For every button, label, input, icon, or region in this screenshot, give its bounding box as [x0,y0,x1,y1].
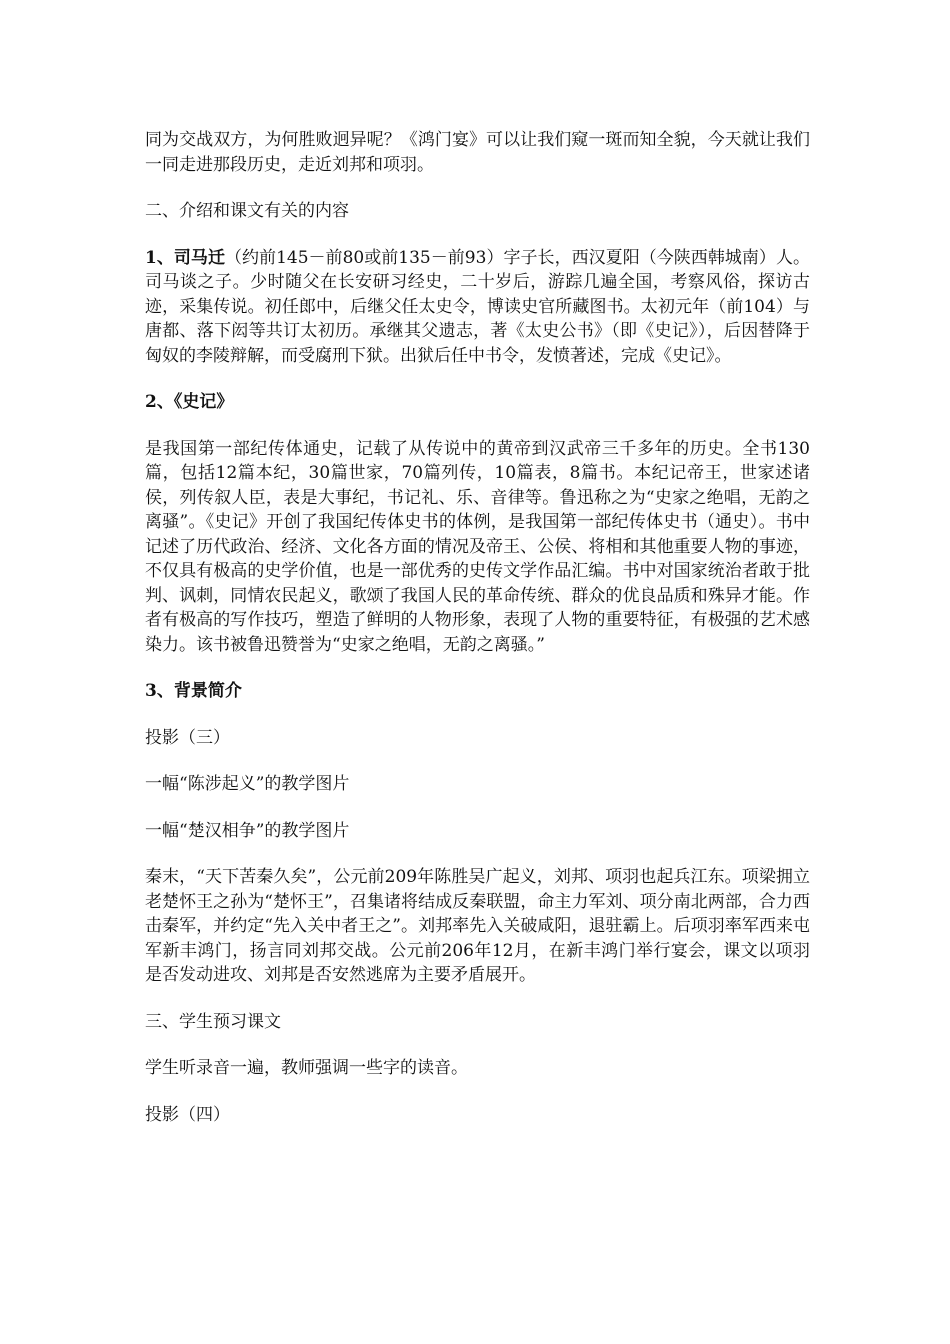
intro-paragraph: 同为交战双方，为何胜败迥异呢？《鸿门宴》可以让我们窥一斑而知全貌，今天就让我们一同走进那段历史，走近刘邦和项羽。 [145,130,810,175]
section-heading-2: 二、介绍和课文有关的内容 [145,201,349,221]
item-1-title: 1、司马迁 [145,247,225,268]
item-2-paragraph: 是我国第一部纪传体通史，记载了从传说中的黄帝到汉武帝三千多年的历史。全书130篇，包括12篇本纪，30篇世家，70篇列传，10篇表，8篇书。本纪记帝王，世家述诸侯，列传叙人臣，表是大事纪，书记礼、乐、音律等。鲁迅称之为“史家之绝唱，无韵之离骚”。《史记》开创了我国纪传体史书的体例，是我国第一部纪传体史书（通史）。书中记述了历代政治、经济、文化各方面的情况及帝王、公侯、将相和其他重要人物的事迹，不仅具有极高的史学价值，也是一部优秀的史传文学作品汇编。书中对国家统治者敢于批判、讽刺，同情农民起义，歌颂了我国人民的革命传统、群众的优良品质和殊异才能。作者有极高的写作技巧，塑造了鲜明的人物形象，表现了人物的重要特征，有极强的艺术感染力。该书被鲁迅赞誉为“史家之绝唱，无韵之离骚。” [145,438,810,655]
projection-3-label: 投影（三） [145,727,230,748]
preview-paragraph: 学生听录音一遍，教师强调一些字的读音。 [145,1058,468,1078]
picture-2-caption: 一幅“楚汉相争”的教学图片 [145,820,350,841]
item-2-title: 2、《史记》 [145,392,234,412]
background-paragraph: 秦末，“天下苦秦久矣”，公元前209年陈胜吴广起义，刘邦、项羽也起兵江东。项梁拥立老楚怀王之孙为“楚怀王”，召集诸将结成反秦联盟，命主力军刘、项分南北两部，合力西击秦军，并约定“先入关中者王之”。刘邦率先入关破咸阳，退驻霸上。后项羽率军西来屯军新丰鸿门，扬言同刘邦交战。公元前206年12月，在新丰鸿门举行宴会，课文以项羽是否发动进攻、刘邦是否安然逃席为主要矛盾展开。 [145,867,810,985]
document-page [145,120,810,1127]
section-heading-3: 三、学生预习课文 [145,1011,281,1032]
item-1-text: （约前145－前80或前135－前93）字子长，西汉夏阳（今陕西韩城南）人。司马谈之子。少时随父在长安研习经史，二十岁后，游踪几遍全国，考察风俗，探访古迹，采集传说。初任郎中，后继父任太史令，博读史官所藏图书。太初元年（前104）与唐都、落下闳等共订太初历。承继其父遗志，著《太史公书》（即《史记》），后因替降于匈奴的李陵辩解，而受腐刑下狱。出狱后任中书令，发愤著述，完成《史记》。 [145,247,810,366]
picture-1-caption: 一幅“陈涉起义”的教学图片 [145,774,350,794]
projection-4-label: 投影（四） [145,1104,230,1125]
item-3-title: 3、背景简介 [145,681,242,701]
item-1-paragraph [145,246,810,369]
